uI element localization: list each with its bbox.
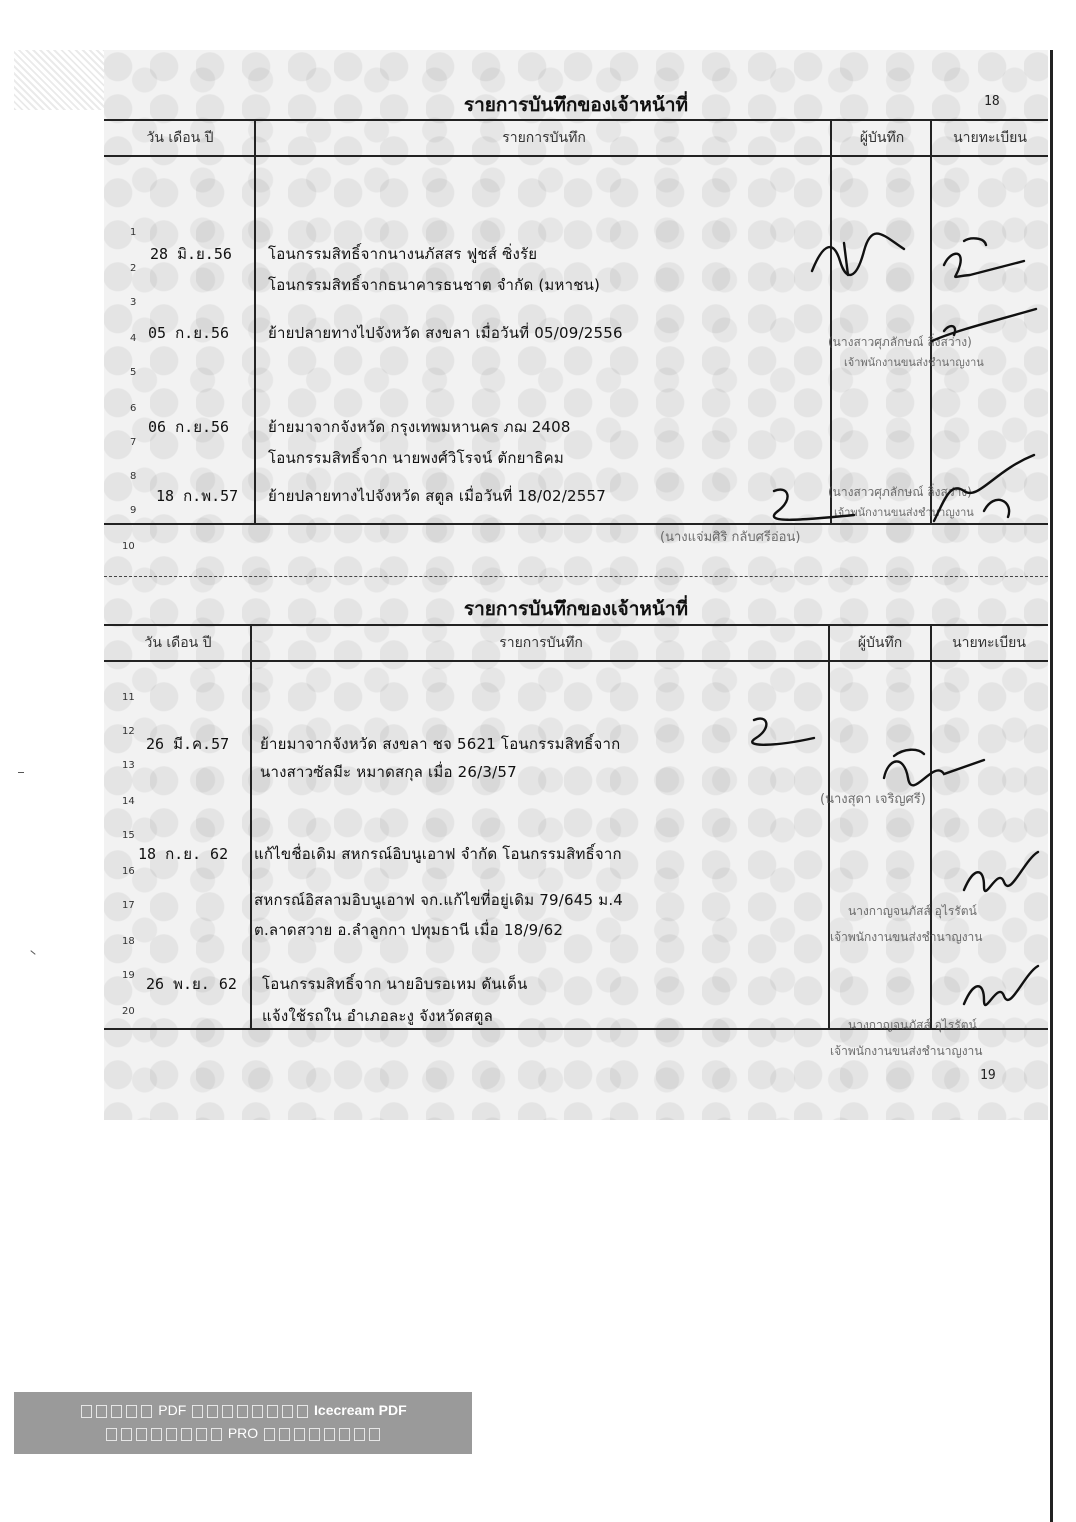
row-number: 20 bbox=[122, 1006, 135, 1017]
entry-line: สหกรณ์อิสลามอิบนูเอาฟ จก.แก้ไขที่อยู่เดิม 79/645 ม.4 bbox=[254, 891, 624, 909]
official-stamp-title: เจ้าพนักงานขนส่งชำนาญงาน bbox=[844, 356, 984, 369]
official-stamp-title: เจ้าพนักงานขนส่งชำนาญงาน bbox=[834, 506, 974, 519]
entry-date: 26 พ.ย. 62 bbox=[146, 975, 237, 993]
entry-line: โอนกรรมสิทธิ์จากธนาคารธนชาต จำกัด (มหาชน) bbox=[268, 276, 601, 294]
row-number: 6 bbox=[130, 403, 137, 414]
registrar-signature bbox=[954, 960, 1044, 1020]
col-divider bbox=[828, 626, 830, 1028]
row-number: 16 bbox=[122, 866, 135, 877]
entry-date: 05 ก.ย.56 bbox=[148, 324, 230, 342]
row-number: 12 bbox=[122, 726, 135, 737]
section1-page-number: 18 bbox=[984, 94, 1000, 109]
entry-line: ย้ายปลายทางไปจังหวัด สงขลา เมื่อวันที่ 05/09/2556 bbox=[268, 324, 623, 342]
entry-date: 18 ก.พ.57 bbox=[156, 487, 239, 505]
col-divider bbox=[254, 121, 256, 523]
recorder-signature bbox=[718, 712, 818, 762]
watermark-brand: Icecream PDF bbox=[314, 1402, 407, 1418]
section2-header-row bbox=[104, 626, 1048, 662]
scan-divider bbox=[104, 576, 1048, 578]
header-entry: รายการบันทึก bbox=[499, 635, 583, 651]
entry-line: โอนกรรมสิทธิ์จาก นายอิบรอเหม ดันเด็น bbox=[262, 975, 528, 993]
entry-date: 06 ก.ย.56 bbox=[148, 418, 230, 436]
row-number: 9 bbox=[130, 505, 137, 516]
row-number: 18 bbox=[122, 936, 135, 947]
header-date: วัน เดือน ปี bbox=[144, 635, 212, 651]
row-number: 17 bbox=[122, 900, 135, 911]
official-stamp-title: เจ้าพนักงานขนส่งชำนาญงาน bbox=[830, 930, 983, 944]
entry-date: 28 มิ.ย.56 bbox=[150, 245, 232, 263]
entry-line: แก้ไขชื่อเดิม สหกรณ์อิบนูเอาฟ จำกัด โอนกรรมสิทธิ์จาก bbox=[254, 845, 622, 863]
header-recorder: ผู้บันทึก bbox=[859, 130, 905, 146]
entry-line: โอนกรรมสิทธิ์จากนางนภัสสร ฟูชส์ ซิ่งรัย bbox=[268, 245, 538, 263]
section1-header-row bbox=[104, 121, 1048, 157]
header-date: วัน เดือน ปี bbox=[146, 130, 214, 146]
row-number: 8 bbox=[130, 471, 137, 482]
scan-mark bbox=[18, 772, 24, 773]
recorder-signature bbox=[754, 481, 864, 531]
watermark-pdf-label: PDF bbox=[158, 1402, 187, 1418]
section2-title: รายการบันทึกของเจ้าหน้าที่ bbox=[463, 598, 689, 620]
header-registrar: นายทะเบียน bbox=[953, 130, 1027, 146]
row-number: 11 bbox=[122, 692, 135, 703]
entry-line: ย้ายปลายทางไปจังหวัด สตูล เมื่อวันที่ 18/02/2557 bbox=[268, 487, 607, 505]
section1-table bbox=[104, 119, 1048, 552]
row-number: 13 bbox=[122, 760, 135, 771]
scan-noise bbox=[14, 50, 104, 110]
official-stamp-name: นางกาญจนภัสส์ อุไรรัตน์ bbox=[848, 904, 977, 918]
entry-line: แจ้งใช้รถใน อำเภอละงู จังหวัดสตูล bbox=[262, 1007, 494, 1025]
row-number: 14 bbox=[122, 796, 135, 807]
row-number: 19 bbox=[122, 970, 135, 981]
official-stamp-name: (นางแจ่มศิริ กลับศรีอ่อน) bbox=[660, 530, 801, 545]
recorder-signature bbox=[804, 231, 914, 291]
header-registrar: นายทะเบียน bbox=[952, 635, 1026, 651]
entry-line: ต.ลาดสวาย อ.ลำลูกกา ปทุมธานี เมื่อ 18/9/62 bbox=[254, 921, 564, 939]
official-stamp-title: เจ้าพนักงานขนส่งชำนาญงาน bbox=[830, 1044, 983, 1058]
record-page bbox=[104, 50, 1048, 1120]
scan-mark bbox=[30, 950, 35, 955]
col-divider bbox=[250, 626, 252, 1028]
watermark-banner bbox=[14, 1392, 472, 1454]
registrar-signature bbox=[924, 451, 1044, 531]
registrar-signature bbox=[934, 231, 1034, 291]
entry-date: 18 ก.ย. 62 bbox=[138, 845, 229, 863]
watermark-line-2 bbox=[14, 1425, 472, 1441]
registrar-signature bbox=[874, 738, 994, 798]
section1-title: รายการบันทึกของเจ้าหน้าที่ bbox=[463, 94, 689, 116]
entry-line: โอนกรรมสิทธิ์จาก นายพงศ์วิโรจน์ ตักยาธิคม bbox=[268, 449, 564, 467]
official-stamp-name: (นางสาวศุภลักษณ์ ลิ่งสว่าง) bbox=[828, 335, 972, 349]
col-divider bbox=[830, 121, 832, 523]
row-number: 10 bbox=[122, 541, 135, 552]
official-stamp-name: (นางสาวศุภลักษณ์ ลิ่งสว่าง) bbox=[828, 485, 972, 499]
row-number: 15 bbox=[122, 830, 135, 841]
row-number: 7 bbox=[130, 437, 137, 448]
col-divider bbox=[930, 626, 932, 1028]
entry-line: ย้ายมาจากจังหวัด กรุงเทพมหานคร ภฌ 2408 bbox=[268, 418, 571, 436]
entry-date: 26 มี.ค.57 bbox=[146, 735, 230, 753]
page-edge-line bbox=[1050, 50, 1053, 1522]
row-number: 2 bbox=[130, 263, 137, 274]
row-number: 5 bbox=[130, 367, 137, 378]
entry-line: ย้ายมาจากจังหวัด สงขลา ชจ 5621 โอนกรรมสิทธิ์จาก bbox=[260, 735, 621, 753]
header-entry: รายการบันทึก bbox=[502, 130, 586, 146]
section2-table bbox=[104, 624, 1048, 1058]
row-number: 1 bbox=[130, 227, 137, 238]
watermark-line-1 bbox=[14, 1402, 472, 1418]
registrar-signature bbox=[954, 846, 1044, 906]
entry-line: นางสาวซัลมีะ หมาดสกุล เมื่อ 26/3/57 bbox=[260, 763, 517, 781]
row-number: 3 bbox=[130, 297, 137, 308]
official-stamp-name: (นางสุดา เจริญศรี) bbox=[820, 792, 926, 807]
section2-page-number: 19 bbox=[980, 1068, 996, 1083]
official-stamp-name: นางกาญจนภัสส์ อุไรรัตน์ bbox=[848, 1018, 977, 1032]
header-recorder: ผู้บันทึก bbox=[857, 635, 903, 651]
registrar-signature bbox=[924, 301, 1044, 361]
row-number: 4 bbox=[130, 333, 137, 344]
watermark-pro-label: PRO bbox=[227, 1425, 259, 1441]
